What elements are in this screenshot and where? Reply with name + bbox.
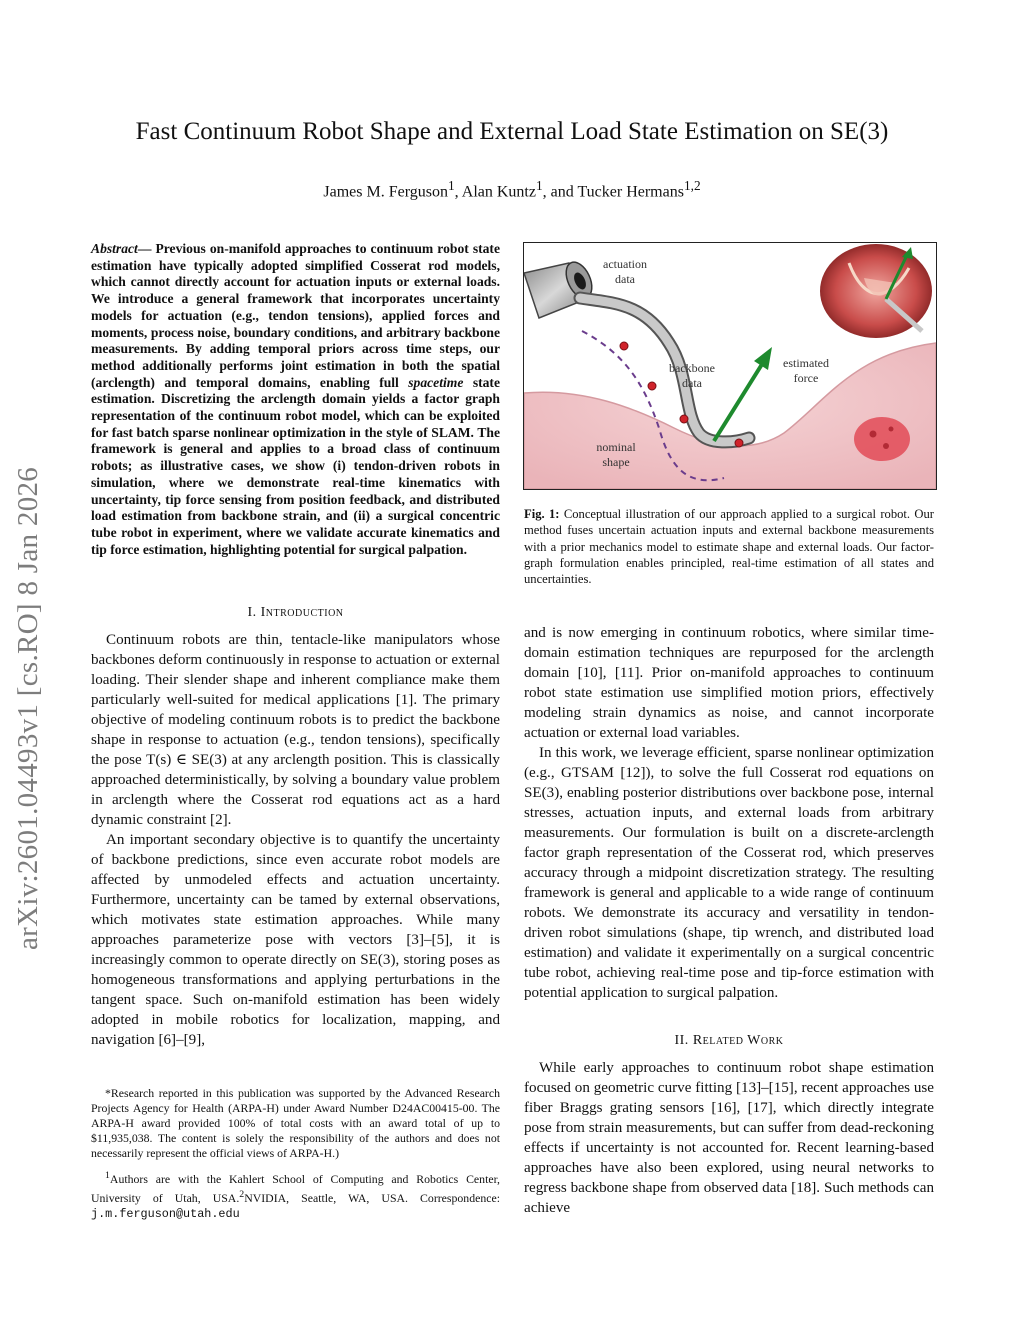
author-name: James M. Ferguson [323, 183, 448, 201]
label-actuation: actuation [603, 257, 647, 271]
arxiv-identifier: arXiv:2601.04493v1 [cs.RO] 8 Jan 2026 [12, 466, 44, 950]
section-title: Introduction [260, 605, 344, 620]
related-work-body [524, 1058, 934, 1218]
author-affiliation: 1 [535, 178, 543, 193]
right-column-body [524, 623, 934, 1003]
caption-text: Conceptual illustration of our approach applied to a surgical robot. Our method fuses uncertain actuation inputs and external backbone measurements with a prior mechanics model to estimate shape and external loads. Our factor-graph formulation enables principled, real-time estimation of all states and uncertainties. [524, 507, 934, 587]
label-backbone-2: data [682, 376, 702, 390]
author-name: Alan Kuntz [461, 183, 536, 201]
label-nominal-shape-2: shape [602, 455, 630, 469]
footnote-text: Authors are with the Kahlert School of Computing and Robotics Center, University of Utah, USA. [91, 1171, 500, 1205]
paragraph [91, 630, 500, 830]
introduction-body [91, 630, 500, 1050]
caption-label: Fig. 1: [524, 507, 560, 521]
footnote-text: NVIDIA, Seattle, WA, USA. Correspondence: [244, 1190, 500, 1205]
abstract [91, 241, 500, 558]
backbone-marker [648, 382, 656, 390]
paragraph: In this work, we leverage efficient, sparse nonlinear optimization (e.g., GTSAM [12]), to solve the full Cosserat rod equations on SE(3), enabling posterior distributions over backbone pose, internal stresses, actuation inputs, and external loads from arbitrary measurements. Our formulation is built on a discrete-arclength factor graph representation of the Cosserat rod, which preserves accuracy through a midpoint discretization strategy. The resulting framework is general and applicable to a wide range of continuum robots. We demonstrate its accuracy and versatility in tendon-driven robot simulations (shape, tip wrench, and distributed load estimation) and validate it experimentally on a surgical concentric tube robot, achieving real-time pose and tip-force estimation with potential application to surgical palpation. [524, 745, 934, 1001]
backbone-marker [680, 415, 688, 423]
label-estimated-force: estimated [783, 356, 829, 370]
figure-1 [523, 242, 937, 490]
author-affiliation: 1,2 [683, 178, 701, 193]
backbone-marker [735, 439, 743, 447]
author-list [0, 178, 1024, 201]
abstract-text: — Previous on-manifold approaches to continuum robot state estimation have typically adopted simplified Cosserat rod models, which cannot directly account for actuation inputs or external loads. We introduce a general framework that incorporates uncertainty models for actuation (e.g., tendon tensions), applied forces and moments, process noise, boundary conditions, and arbitrary backbone measurements. By adding temporal priors across time steps, our method additionally performs joint estimation in both the spatial (arclength) and temporal domains, enabling full [91, 241, 500, 390]
email-link[interactable]: j.m.ferguson@utah.edu [91, 1206, 240, 1221]
backbone-marker [620, 342, 628, 350]
paper-title: Fast Continuum Robot Shape and External Load State Estimation on SE(3) [135, 118, 889, 145]
paragraph: and is now emerging in continuum robotics, where similar time-domain estimation techniques are repurposed for the arclength domain [10], [11]. Prior on-manifold approaches to continuum robot state estimation use simplified motion priors, effectively modeling strain dynamics as noise, and cannot incorporate actuation or external load variables. [524, 625, 934, 741]
abstract-emphasis: spacetime [408, 374, 464, 390]
footnote-marker: 2 [239, 1188, 245, 1200]
figure-illustration [524, 243, 936, 489]
paragraph: While early approaches to continuum robot shape estimation focused on geometric curve fitting [13]–[15], recent approaches use fiber Braggs grating sensors [16], [17], which directly integrate pose from strain measurements, but can suffer from dead-reckoning effects if uncertainty is not accounted for. Recent learning-based approaches have also been explored, using neural networks to regress backbone shape from observed data [18]. Such methods can achieve [524, 1060, 934, 1216]
author-separator: , [454, 183, 462, 201]
label-estimated-force-2: force [793, 371, 819, 385]
paragraph: An important secondary objective is to quantify the uncertainty of backbone predictions, since even accurate robot models are affected by unmodeled effects and actuation uncertainty. Furthermore, uncertainty can be tamed by external observations, which motivates state estimation approaches. While many approaches parameterize pose with vectors [3]–[5], it is increasingly common to operate directly on SE(3), storing poses as homogeneous transformations and applying perturbations in the tangent space. Such on-manifold estimation has been widely adopted in mobile robotics for localization, mapping, and navigation [6]–[9], [91, 832, 500, 1048]
abstract-text: state estimation. Discretizing the arclength domain yields a factor graph representation of the continuum robot model, which can be exploited for fast batch sparse nonlinear optimization in the style of SLAM. The framework is general and applies to a broad class of continuum robots; as illustrative cases, we show (i) tendon-driven robots in simulation, where we demonstrate real-time kinematics with uncertainty, tip force sensing from position feedback, and distributed load estimation from backbone strain, and (ii) a surgical concentric tube robot in experiment, where we validate accurate kinematics and tip force estimation, highlighting potential for surgical palpation. [91, 374, 500, 557]
footnote-marker: 1 [105, 1170, 110, 1181]
section-heading-introduction [91, 605, 500, 621]
author-affiliation: 1 [447, 178, 455, 193]
section-number: II. [674, 1033, 689, 1048]
inline-math: T(s) ∈ SE(3) [146, 752, 227, 768]
label-nominal-shape: nominal [596, 440, 636, 454]
paragraph-text: Continuum robots are thin, tentacle-like manipulators whose backbones deform continuously in response to actuation or external loading. Their slender shape and inherent compliance make them particularly well-suited for medical applications [1]. The primary objective of modeling continuum robots is to predict the backbone shape in response to actuation (e.g., tendon tensions), specifically the pose [91, 632, 500, 768]
author-separator: , and [542, 183, 578, 201]
author-name: Tucker Hermans [577, 183, 684, 201]
abstract-label: Abstract [91, 241, 138, 256]
label-backbone: backbone [669, 361, 715, 375]
footnotes [91, 1086, 500, 1222]
label-actuation-2: data [615, 272, 635, 286]
section-number: I. [247, 605, 257, 620]
surgical-photo-inset [820, 244, 934, 340]
section-title: Related Work [692, 1033, 784, 1048]
funding-footnote: *Research reported in this publication was supported by the Advanced Research Projects Agency for Health (ARPA-H) under Award Number D24AC00415-00. The ARPA-H award provided 100% of total costs with an award total of up to $11,935,038. The content is solely the responsibility of the authors and does not necessarily represent the official views of ARPA-H.) [91, 1086, 500, 1160]
tumor-region [854, 417, 910, 461]
figure-caption [524, 506, 934, 587]
section-heading-related-work [524, 1033, 934, 1049]
paragraph-text: at any arclength position. This is classically approached deterministically, by solving a boundary value problem in arclength where the Cosserat rod equations act as a hard dynamic constraint [2]. [91, 752, 500, 828]
affiliation-footnote [91, 1168, 500, 1222]
